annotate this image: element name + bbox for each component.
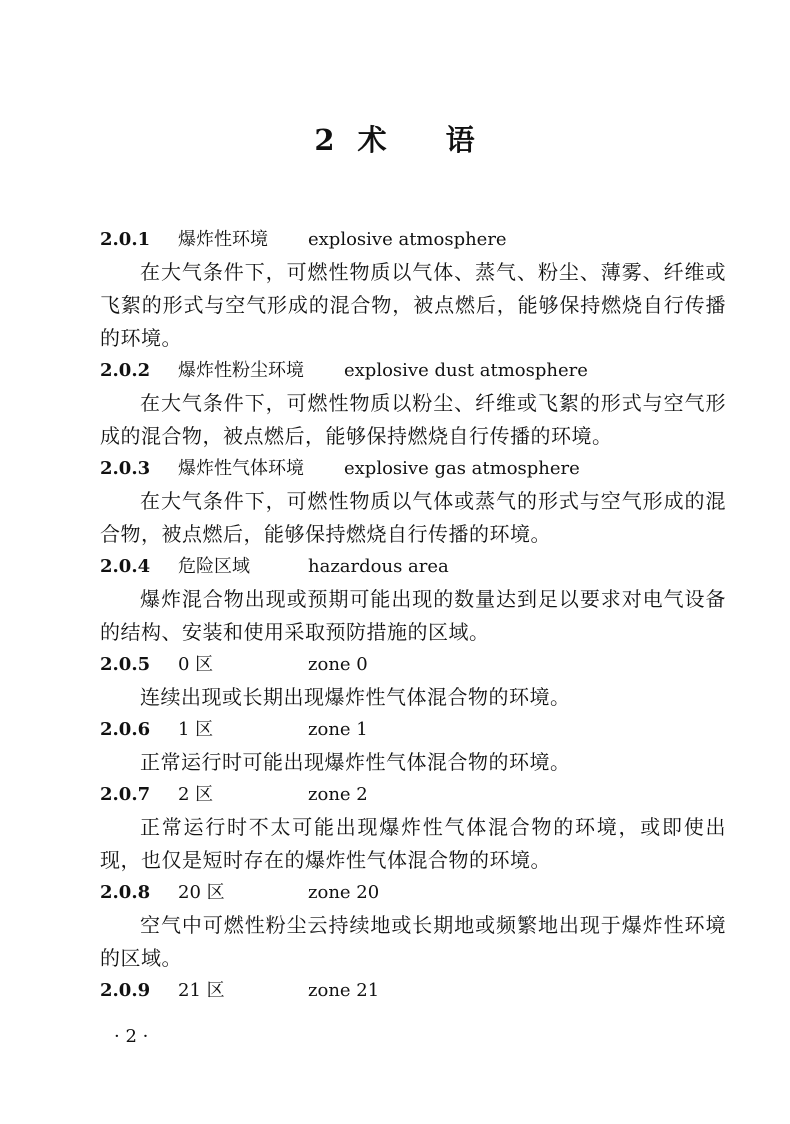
term-definition: 正常运行时不太可能出现爆炸性气体混合物的环境，或即使出现，也仅是短时存在的爆炸性气体混合物的环境。 bbox=[100, 815, 726, 872]
page-number: · 2 · bbox=[114, 1026, 149, 1047]
chapter-title-char-2: 语 bbox=[445, 123, 476, 157]
chapter-number: 2 bbox=[314, 123, 336, 157]
term-list bbox=[100, 224, 726, 1007]
term-chinese: 2 区 bbox=[178, 784, 214, 805]
term-english: explosive gas atmosphere bbox=[344, 458, 580, 479]
term-heading bbox=[100, 453, 726, 485]
term-number: 2.0.4 bbox=[100, 556, 151, 577]
term-definition: 空气中可燃性粉尘云持续地或长期地或频繁地出现于爆炸性环境的区域。 bbox=[100, 913, 726, 970]
term-heading bbox=[100, 355, 726, 387]
term-number: 2.0.5 bbox=[100, 654, 151, 675]
term-english: zone 21 bbox=[308, 980, 380, 1001]
term-heading bbox=[100, 224, 726, 256]
term-heading bbox=[100, 714, 726, 746]
chapter-title-char-1: 术 bbox=[357, 123, 388, 157]
term-english: explosive atmosphere bbox=[308, 229, 507, 250]
term-definition: 在大气条件下，可燃性物质以粉尘、纤维或飞絮的形式与空气形成的混合物，被点燃后，能够保持燃烧自行传播的环境。 bbox=[100, 391, 726, 448]
term-number: 2.0.8 bbox=[100, 882, 151, 903]
term-english: zone 20 bbox=[308, 882, 380, 903]
term-english: zone 0 bbox=[308, 654, 368, 675]
term-definition: 连续出现或长期出现爆炸性气体混合物的环境。 bbox=[140, 685, 571, 709]
term-chinese: 爆炸性气体环境 bbox=[178, 458, 304, 479]
term-english: zone 2 bbox=[308, 784, 368, 805]
chapter-title bbox=[0, 118, 790, 159]
term-chinese: 危险区域 bbox=[178, 556, 250, 577]
term-english: explosive dust atmosphere bbox=[344, 360, 588, 381]
term-chinese: 1 区 bbox=[178, 719, 214, 740]
term-chinese: 20 区 bbox=[178, 882, 225, 903]
term-number: 2.0.6 bbox=[100, 719, 151, 740]
term-number: 2.0.3 bbox=[100, 458, 151, 479]
term-definition: 在大气条件下，可燃性物质以气体、蒸气、粉尘、薄雾、纤维或飞絮的形式与空气形成的混合物，被点燃后，能够保持燃烧自行传播的环境。 bbox=[100, 260, 726, 350]
term-english: hazardous area bbox=[308, 556, 449, 577]
term-english: zone 1 bbox=[308, 719, 368, 740]
term-heading bbox=[100, 975, 726, 1007]
term-heading bbox=[100, 779, 726, 811]
term-number: 2.0.1 bbox=[100, 229, 151, 250]
term-definition: 正常运行时可能出现爆炸性气体混合物的环境。 bbox=[140, 750, 571, 774]
term-number: 2.0.2 bbox=[100, 360, 151, 381]
term-definition: 爆炸混合物出现或预期可能出现的数量达到足以要求对电气设备的结构、安装和使用采取预防措施的区域。 bbox=[100, 587, 726, 644]
term-definition: 在大气条件下，可燃性物质以气体或蒸气的形式与空气形成的混合物，被点燃后，能够保持燃烧自行传播的环境。 bbox=[100, 489, 726, 546]
term-number: 2.0.9 bbox=[100, 980, 151, 1001]
term-heading bbox=[100, 649, 726, 681]
term-chinese: 爆炸性环境 bbox=[178, 229, 268, 250]
term-number: 2.0.7 bbox=[100, 784, 151, 805]
term-heading bbox=[100, 551, 726, 583]
term-chinese: 21 区 bbox=[178, 980, 225, 1001]
term-chinese: 爆炸性粉尘环境 bbox=[178, 360, 304, 381]
term-chinese: 0 区 bbox=[178, 654, 214, 675]
term-heading bbox=[100, 877, 726, 909]
